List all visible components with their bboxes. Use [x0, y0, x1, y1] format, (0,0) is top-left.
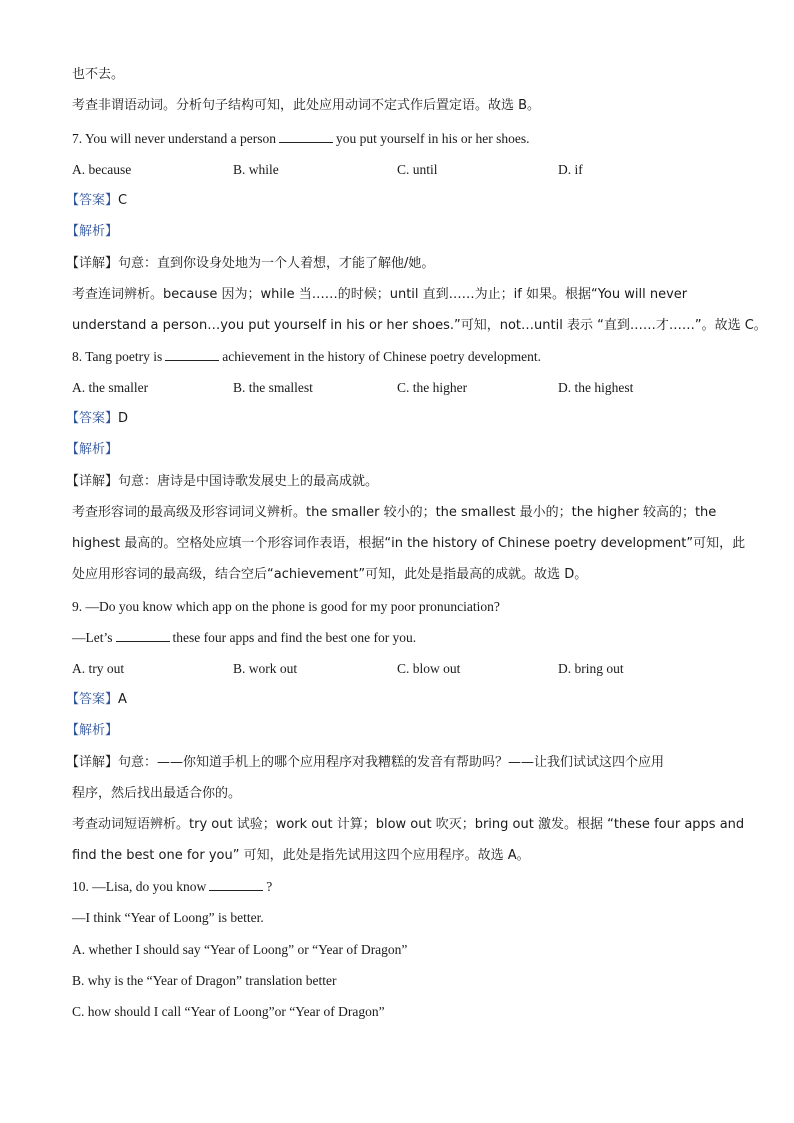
q7-answer-value: C — [118, 193, 128, 208]
q7-explanation-1: 考查连词辨析。because 因为；while 当……的时候；until 直到……为止；if 如果。根据“You will never — [72, 287, 688, 302]
q7-stem-end: you put yourself in his or her shoes. — [335, 131, 530, 146]
q7-answer — [66, 192, 127, 210]
answer-tag: 【答案】 — [66, 411, 119, 426]
prev-explanation-end: 也不去。 — [72, 67, 125, 82]
q9-answer-value: A — [118, 692, 127, 707]
q8-stem-start: 8. Tang poetry is — [72, 349, 163, 364]
q9-option-c: C. blow out — [397, 661, 461, 676]
q8-blank — [165, 348, 219, 361]
q8-option-a: A. the smaller — [72, 380, 149, 395]
detail-tag: 【详解】 — [66, 755, 119, 770]
q9-detail — [66, 754, 664, 772]
q8-option-c: C. the higher — [397, 380, 468, 395]
q9-stem-end: these four apps and find the best one for you. — [172, 630, 417, 645]
q7-option-a: A. because — [72, 162, 132, 177]
q8-detail — [66, 473, 378, 491]
q10-option-c: C. how should I call “Year of Loong”or “Year of Dragon” — [72, 1004, 385, 1019]
q7-stem — [72, 130, 529, 148]
q8-analysis-tag: 【解析】 — [66, 442, 119, 457]
q8-explanation-3: 处应用形容词的最高级，结合空后“achievement”可知，此处是指最高的成就。故选 D。 — [72, 567, 588, 582]
q9-option-b: B. work out — [233, 661, 298, 676]
q9-option-d: D. bring out — [558, 661, 624, 676]
q7-stem-start: 7. You will never understand a person — [72, 131, 276, 146]
q7-detail-text: 句意：直到你设身处地为一个人着想，才能了解他/她。 — [118, 256, 435, 271]
detail-tag: 【详解】 — [66, 474, 119, 489]
detail-tag: 【详解】 — [66, 256, 119, 271]
q10-stem-end: ? — [266, 879, 273, 894]
q8-stem-end: achievement in the history of Chinese poetry development. — [222, 349, 541, 364]
q9-explanation-2: find the best one for you” 可知，此处是指先试用这四个应用程序。故选 A。 — [72, 848, 530, 863]
q10-option-a: A. whether I should say “Year of Loong” or “Year of Dragon” — [72, 942, 408, 957]
q7-detail — [66, 255, 434, 273]
q8-explanation-2: highest 最高的。空格处应填一个形容词作表语，根据“in the history of Chinese poetry development”可知，此 — [72, 536, 746, 551]
q9-option-a: A. try out — [72, 661, 125, 676]
q10-stem-1 — [72, 878, 272, 896]
answer-tag: 【答案】 — [66, 692, 119, 707]
q10-blank — [209, 878, 263, 891]
q9-stem-2 — [72, 629, 416, 647]
q8-option-b: B. the smallest — [233, 380, 313, 395]
prev-explanation: 考查非谓语动词。分析句子结构可知，此处应用动词不定式作后置定语。故选 B。 — [72, 98, 541, 113]
q7-explanation-2: understand a person…you put yourself in his or her shoes.”可知，not…until 表示 “直到……才……”。故选 C。 — [72, 318, 767, 333]
q7-blank — [279, 130, 333, 143]
q8-answer-value: D — [118, 411, 129, 426]
q9-answer — [66, 691, 127, 709]
q9-stem-1: 9. —Do you know which app on the phone is good for my poor pronunciation? — [72, 599, 500, 614]
q7-option-c: C. until — [397, 162, 438, 177]
q8-answer — [66, 410, 128, 428]
q8-option-d: D. the highest — [558, 380, 634, 395]
q10-stem-start: 10. —Lisa, do you know — [72, 879, 207, 894]
q7-analysis-tag: 【解析】 — [66, 224, 119, 239]
q9-analysis-tag: 【解析】 — [66, 723, 119, 738]
q9-explanation-1: 考查动词短语辨析。try out 试验；work out 计算；blow out 吹灭；bring out 激发。根据 “these four apps and — [72, 817, 745, 832]
q9-blank — [116, 629, 170, 642]
q10-stem-2: —I think “Year of Loong” is better. — [72, 910, 264, 925]
q8-detail-text: 句意：唐诗是中国诗歌发展史上的最高成就。 — [118, 474, 379, 489]
q9-detail-text: 句意：——你知道手机上的哪个应用程序对我糟糕的发音有帮助吗？——让我们试试这四个应用 — [118, 755, 665, 770]
q10-option-b: B. why is the “Year of Dragon” translation better — [72, 973, 337, 988]
answer-tag: 【答案】 — [66, 193, 119, 208]
q9-stem-start: —Let’s — [72, 630, 113, 645]
q7-option-b: B. while — [233, 162, 279, 177]
q9-detail-2: 程序，然后找出最适合你的。 — [72, 786, 242, 801]
q8-explanation-1: 考查形容词的最高级及形容词词义辨析。the smaller 较小的；the smallest 最小的；the higher 较高的；the — [72, 505, 717, 520]
q7-option-d: D. if — [558, 162, 583, 177]
q8-stem — [72, 348, 541, 366]
